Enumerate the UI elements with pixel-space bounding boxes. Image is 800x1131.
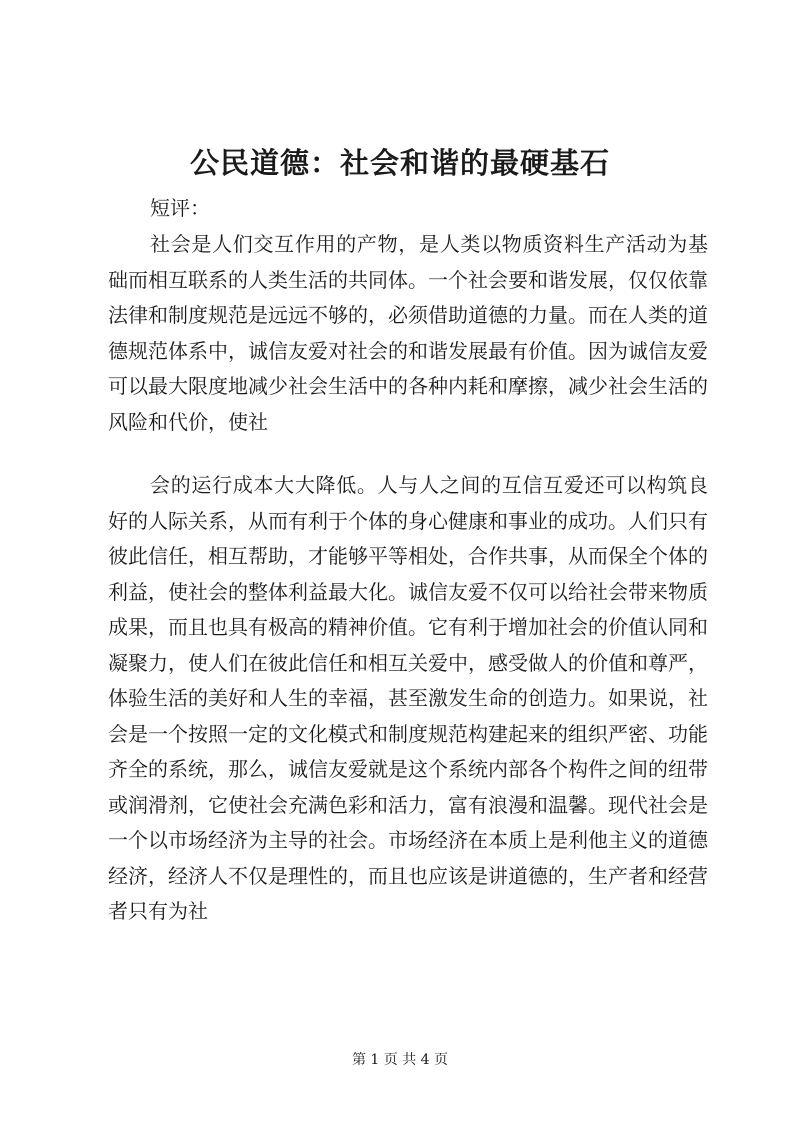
document-title: 公民道德：社会和谐的最硬基石 bbox=[189, 146, 610, 180]
page-footer: 第 1 页 共 4 页 bbox=[351, 1052, 449, 1068]
body-paragraph: 会的运行成本大大降低。人与人之间的互信互爱还可以构筑良好的人际关系，从而有利于个体的身心健康和事业的成功。人们只有彼此信任，相互帮助，才能够平等相处，合作共事，从而保全个体的利益，使社会的整体利益最大化。诚信友爱不仅可以给社会带来物质成果，而且也具有极高的精神价值。它有利于增加社会的价值认同和凝聚力，使人们在彼此信任和相互关爱中，感受做人的价值和尊严，体验生活的美好和人生的幸福，甚至激发生命的创造力。如果说，社会是一个按照一定的文化模式和制度规范构建起来的组织严密、功能齐全的系统，那么，诚信友爱就是这个系统内部各个构件之间的纽带或润滑剂，它使社会充满色彩和活力，富有浪漫和温馨。现代社会是一个以市场经济为主导的社会。市场经济在本质上是利他主义的道德经济，经济人不仅是理性的，而且也应该是讲道德的，生产者和经营者只有为社 bbox=[108, 473, 708, 923]
body-paragraph: 社会是人们交互作用的产物，是人类以物质资料生产活动为基础而相互联系的人类生活的共同体。一个社会要和谐发展，仅仅依靠法律和制度规范是远远不够的，必须借助道德的力量。而在人类的道德规范体系中，诚信友爱对社会的和谐发展最有价值。因为诚信友爱可以最大限度地减少社会生活中的各种内耗和摩擦，减少社会生活的风险和代价，使社 bbox=[108, 232, 708, 434]
section-label: 短评： bbox=[150, 196, 210, 220]
